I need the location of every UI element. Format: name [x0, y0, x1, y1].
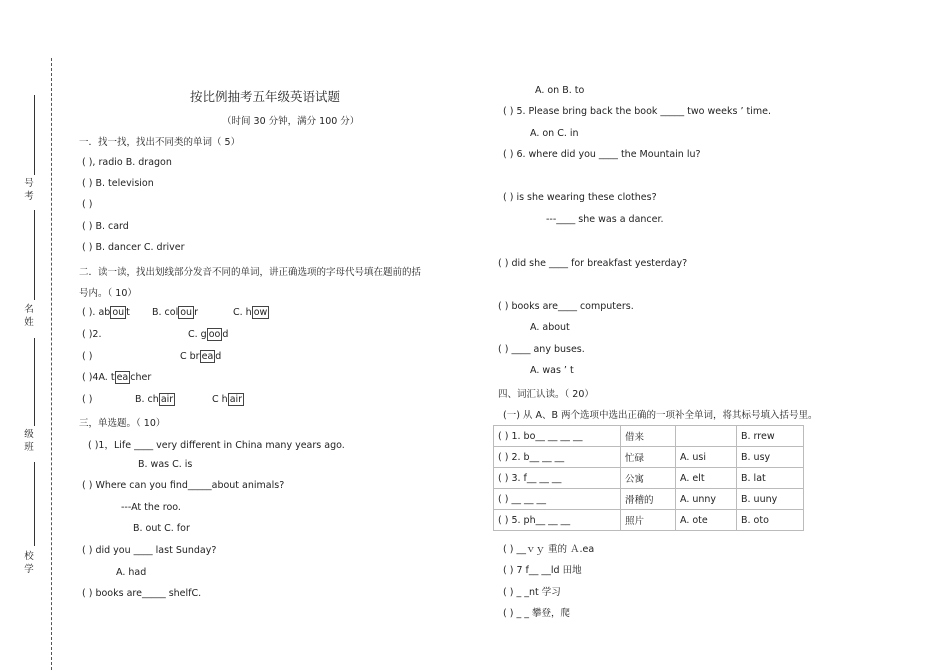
- sec1-row: ( ) B. dancer C. driver: [82, 242, 185, 253]
- table-cell: ( ) 3. f__ __ __: [494, 468, 621, 489]
- right-row: ( ) 7 f__ __ld 田地: [503, 565, 582, 576]
- sec1-row: ( ): [82, 199, 93, 210]
- binding-dashed-line: [51, 58, 52, 670]
- sec2-option: B. ch air: [135, 394, 174, 405]
- section-4-heading: 四、词汇认读。（ 20）: [498, 389, 594, 400]
- table-row: [494, 489, 804, 510]
- right-row: ( ) ____ any buses.: [498, 344, 585, 355]
- sec3-row: B. was C. is: [138, 459, 193, 470]
- table-cell: ( ) 5. ph__ __ __: [494, 510, 621, 531]
- table-cell: 照片: [621, 510, 676, 531]
- table-row: [494, 468, 804, 489]
- side-label-kao-hao: 号 考: [24, 178, 34, 202]
- sec3-row: ( )1，Life ____ very different in China many years ago.: [88, 440, 345, 451]
- right-row: ( ) did she ____ for breakfast yesterday?: [498, 258, 688, 269]
- sec1-row: ( ) B. television: [82, 178, 154, 189]
- vocab-table: [493, 425, 804, 531]
- table-cell: A. usi: [676, 447, 737, 468]
- table-cell: A. ote: [676, 510, 737, 531]
- table-cell: 公寓: [621, 468, 676, 489]
- sec2-row: ( ). ab ou t: [82, 307, 130, 318]
- sec3-row: ( ) did you ____ last Sunday?: [82, 545, 217, 556]
- right-row: ( ) __ｖｙ 重的 Ａ.ea: [503, 544, 595, 555]
- section-4-subheading: (一) 从 A、B 两个选项中选出正确的一项补全单词，将其标号填入括号里。: [503, 410, 818, 421]
- sec2-row: ( ): [82, 351, 93, 362]
- sec2-option: B. col ou r: [152, 307, 198, 318]
- right-row: A. was ’ t: [530, 365, 574, 376]
- section-1-heading: 一．找一找，找出不同类的单词（ 5）: [79, 137, 241, 148]
- table-cell: 借来: [621, 426, 676, 447]
- table-cell: ( ) __ __ __: [494, 489, 621, 510]
- table-cell: B. usy: [737, 447, 804, 468]
- sec1-row: ( ) B. card: [82, 221, 129, 232]
- side-label-xing-ming: 名 姓: [24, 304, 34, 328]
- table-cell: 滑稽的: [621, 489, 676, 510]
- table-cell: B. uuny: [737, 489, 804, 510]
- table-cell: B. rrew: [737, 426, 804, 447]
- sec3-row: ( ) Where can you find_____about animals?: [82, 480, 285, 491]
- sec3-row: A. had: [116, 567, 147, 578]
- table-cell: B. lat: [737, 468, 804, 489]
- right-row: ---____ she was a dancer.: [546, 214, 664, 225]
- sec3-row: ---At the roo.: [121, 502, 181, 513]
- section-2-heading: 二．读一读，找出划线部分发音不同的单词，讲正确选项的字母代号填在题前的括: [79, 267, 422, 278]
- sec2-option: C. g oo d: [188, 329, 229, 340]
- table-cell: B. oto: [737, 510, 804, 531]
- side-label-xue-xiao: 校 学: [24, 551, 34, 575]
- table-cell: A. elt: [676, 468, 737, 489]
- sec3-row: B. out C. for: [133, 523, 190, 534]
- table-row: [494, 426, 804, 447]
- table-row: [494, 447, 804, 468]
- table-cell: ( ) 2. b__ __ __: [494, 447, 621, 468]
- right-row: A. about: [530, 322, 570, 333]
- side-line: [34, 462, 35, 546]
- side-line: [34, 95, 35, 175]
- side-line: [34, 210, 35, 300]
- section-3-heading: 三，单选题。（ 10）: [79, 418, 166, 429]
- right-row: ( ) _ _nt 学习: [503, 587, 561, 598]
- table-cell: 忙碌: [621, 447, 676, 468]
- right-row: ( ) _ _ 攀登，爬: [503, 608, 570, 619]
- right-row: A. on B. to: [535, 85, 585, 96]
- table-cell: A. unny: [676, 489, 737, 510]
- side-line: [34, 338, 35, 426]
- sec2-row: ( )2.: [82, 329, 102, 340]
- sec3-row: ( ) books are_____ shelfC.: [82, 588, 202, 599]
- sec2-option: C br ea d: [180, 351, 222, 362]
- sec1-row: ( ), radio B. dragon: [82, 157, 172, 168]
- sec2-row: ( )4A. t ea cher: [82, 372, 152, 383]
- sec2-option: C h air: [212, 394, 243, 405]
- right-row: ( ) 6. where did you ____ the Mountain lu?: [503, 149, 701, 160]
- right-row: A. on C. in: [530, 128, 579, 139]
- right-row: ( ) books are____ computers.: [498, 301, 634, 312]
- right-row: ( ) is she wearing these clothes?: [503, 192, 657, 203]
- section-2-heading-cont: 号内。（ 10）: [79, 288, 137, 299]
- right-row: ( ) 5. Please bring back the book _____ two weeks ’ time.: [503, 106, 771, 117]
- table-row: [494, 510, 804, 531]
- side-label-ban-ji: 级 班: [24, 429, 34, 453]
- table-cell: ( ) 1. bo__ __ __ __: [494, 426, 621, 447]
- sec2-row: ( ): [82, 394, 93, 405]
- sec2-option: C. h ow: [233, 307, 268, 318]
- table-cell: [676, 426, 737, 447]
- page-subtitle: （时间 30 分钟，满分 100 分）: [222, 116, 360, 127]
- page-title: 按比例抽考五年级英语试题: [190, 89, 341, 104]
